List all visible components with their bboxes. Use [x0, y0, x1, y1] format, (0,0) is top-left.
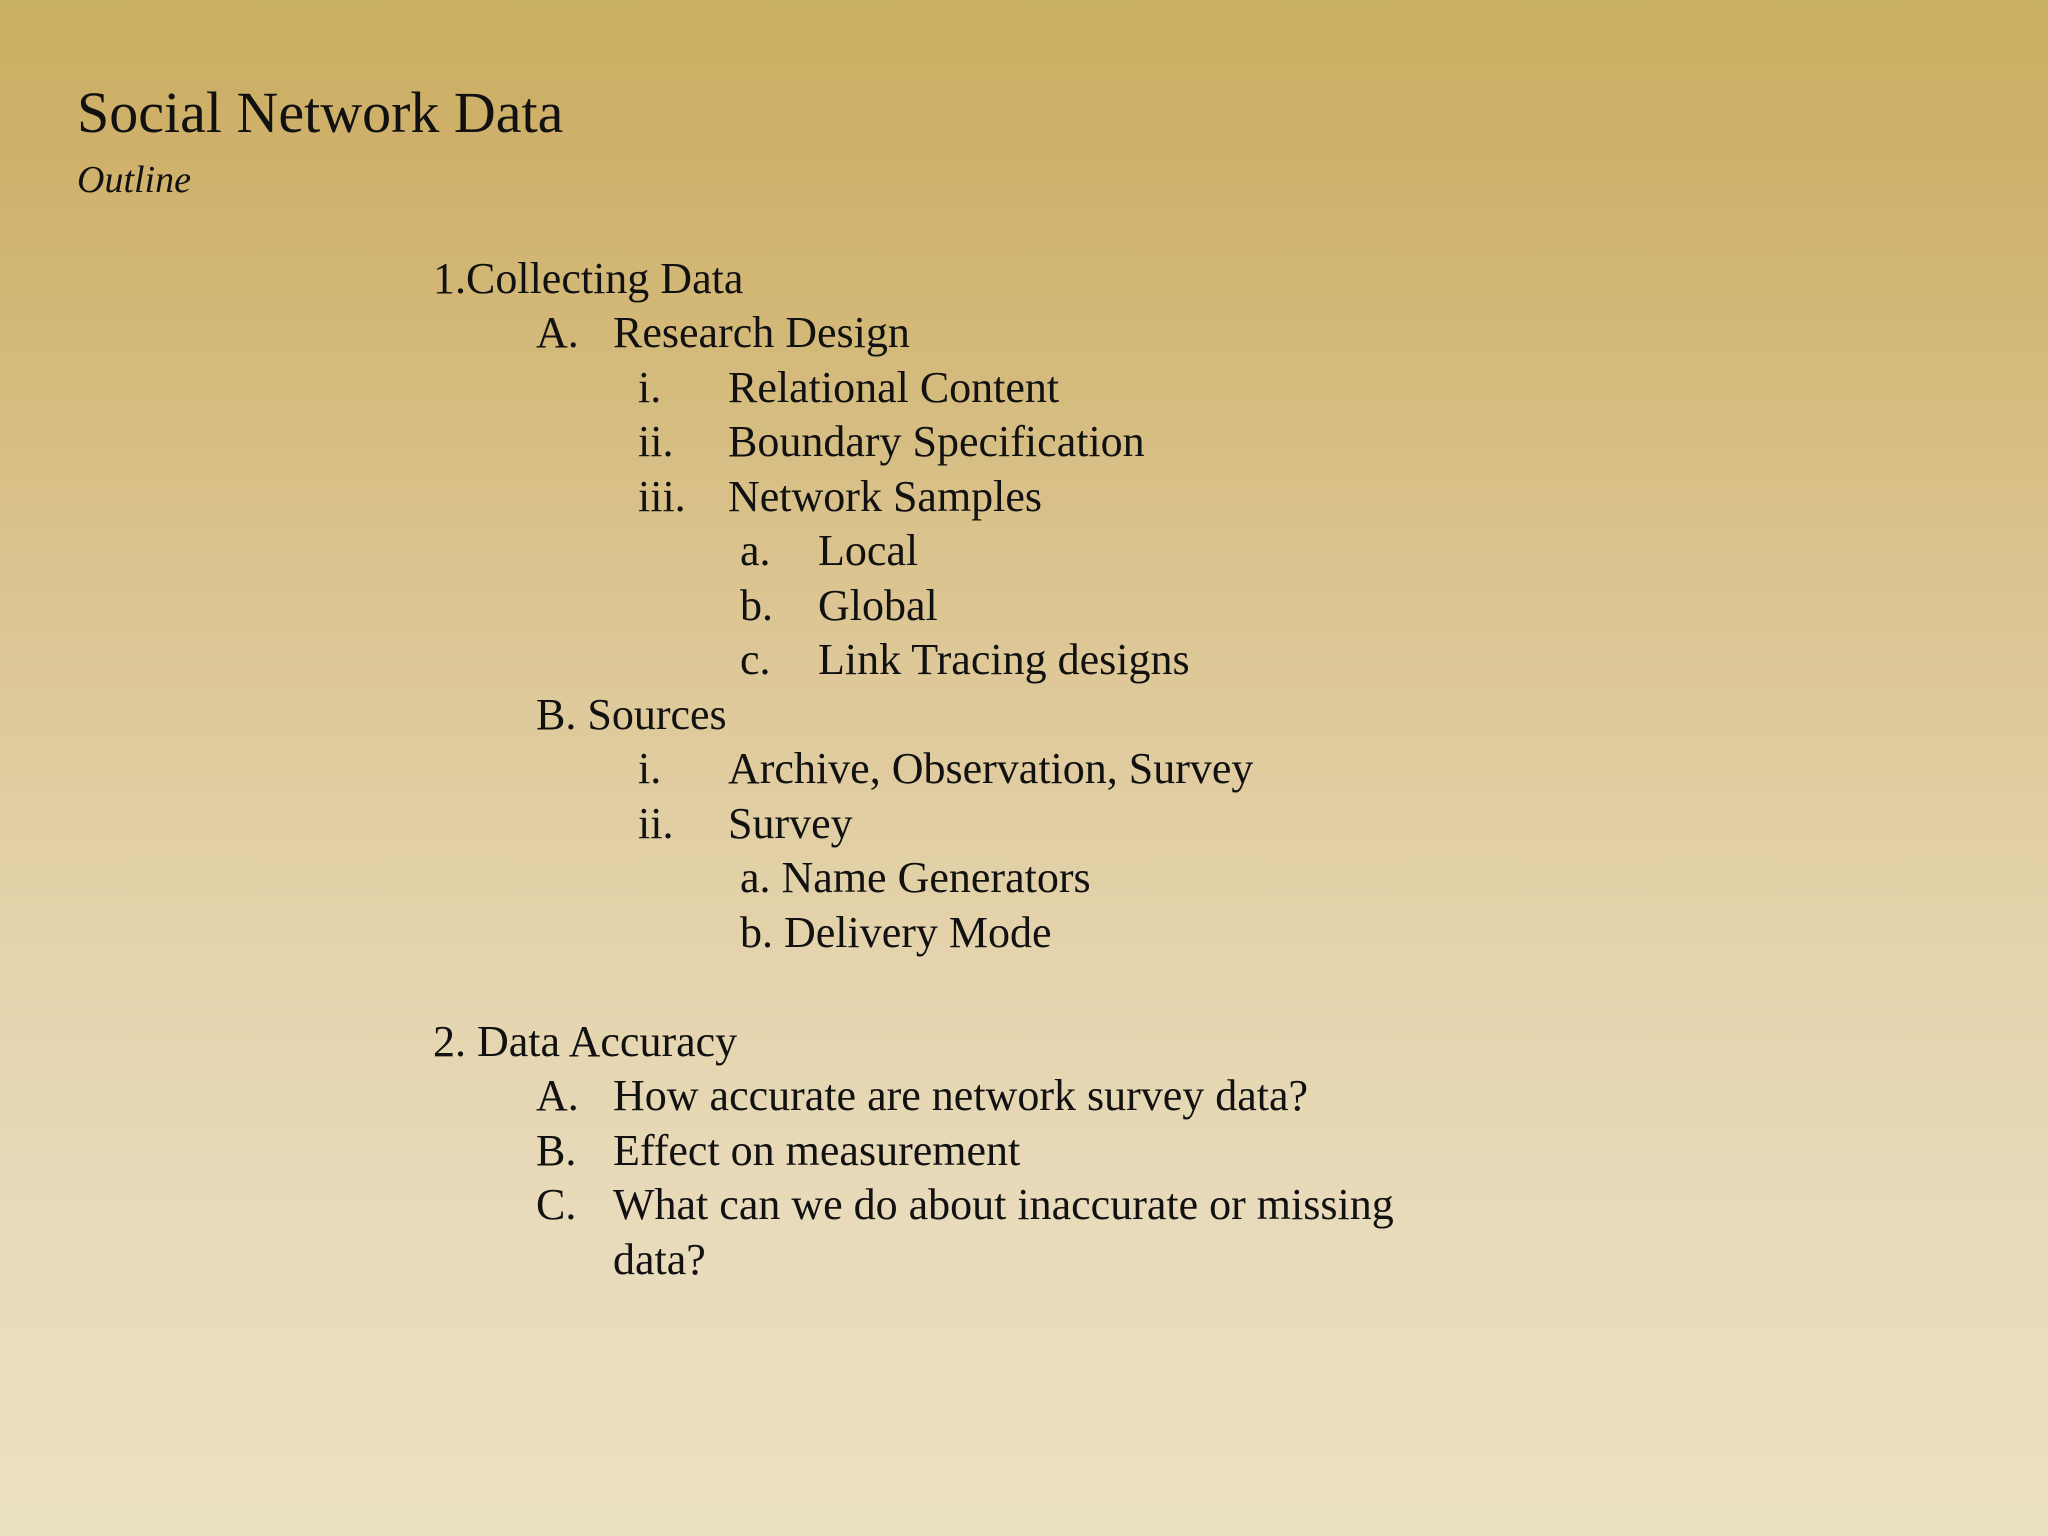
outline-subitem: Boundary Specification [728, 417, 1145, 466]
outline-section-heading: 2. Data Accuracy [433, 1017, 738, 1066]
outline-subsubitem-marker: b. [740, 581, 773, 630]
outline-item: Research Design [613, 308, 910, 357]
outline-subitem: Archive, Observation, Survey [728, 744, 1254, 793]
outline-subsubitem-marker: c. [740, 635, 771, 684]
outline-item-marker: A. [536, 1071, 579, 1120]
slide-title: Social Network Data [77, 80, 564, 145]
outline-item: Effect on measurement [613, 1126, 1021, 1175]
outline-subitem: Survey [728, 799, 853, 848]
outline-item-marker: A. [536, 308, 579, 357]
outline-subsubitem-marker: a. [740, 526, 771, 575]
outline-item: B. Sources [536, 690, 727, 739]
outline-subsubitem: Local [818, 526, 919, 575]
outline-item: How accurate are network survey data? [613, 1071, 1309, 1120]
outline-subitem: Relational Content [728, 363, 1060, 412]
outline-item: What can we do about inaccurate or missing [613, 1180, 1394, 1229]
outline-subsubitem: b. Delivery Mode [740, 908, 1052, 957]
outline-subitem: Network Samples [728, 472, 1043, 521]
outline-subsubitem: Link Tracing designs [818, 635, 1190, 684]
outline-item-marker: C. [536, 1180, 577, 1229]
slide-subtitle: Outline [77, 159, 191, 201]
outline-subsubitem: Global [818, 581, 938, 630]
outline-section-heading: 1.Collecting Data [433, 254, 744, 303]
outline-subsubitem: a. Name Generators [740, 853, 1091, 902]
outline-subitem-marker: ii. [638, 799, 674, 848]
outline-item-continuation: data? [613, 1235, 706, 1284]
outline-subitem-marker: ii. [638, 417, 674, 466]
outline-item-marker: B. [536, 1126, 577, 1175]
outline-subitem-marker: iii. [638, 472, 686, 521]
outline-subitem-marker: i. [638, 744, 662, 793]
outline-subitem-marker: i. [638, 363, 662, 412]
